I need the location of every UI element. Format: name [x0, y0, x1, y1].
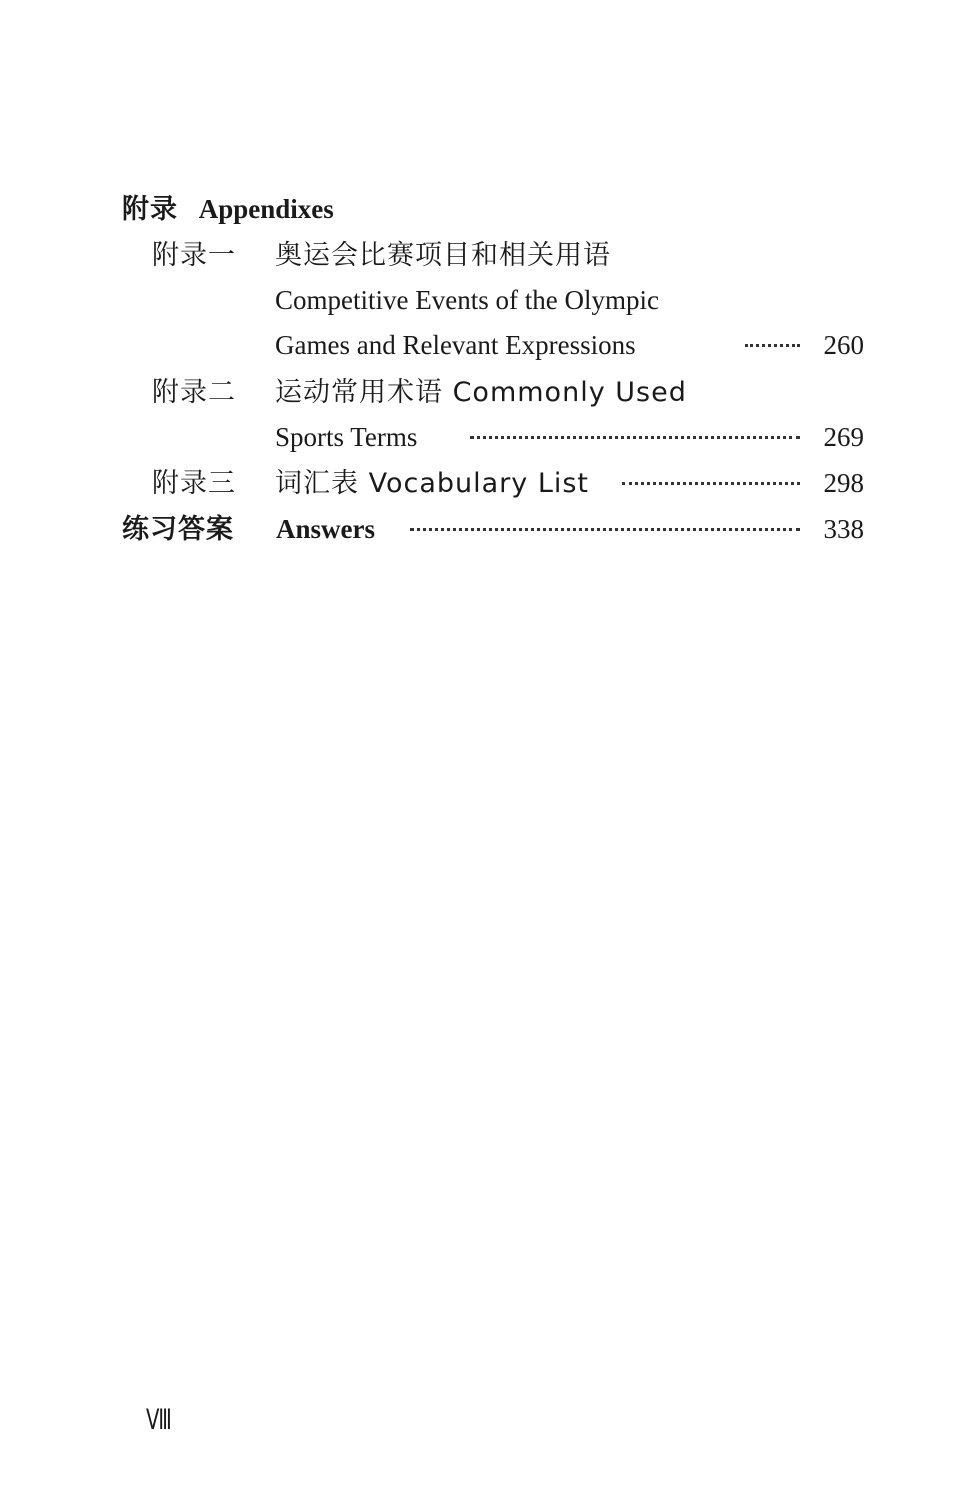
appendixes-heading: [122, 192, 334, 227]
appendix-2-title-line2: Sports Terms: [275, 422, 418, 452]
appendixes-heading-cn: 附录: [122, 194, 178, 225]
appendix-1-leader: [745, 344, 800, 347]
appendix-3-title-line1: 词汇表 Vocabulary List: [275, 468, 590, 499]
appendix-1-title-line2: Competitive Events of the Olympic: [275, 285, 659, 315]
appendix-3-leader: [622, 482, 800, 485]
appendix-1-title-line3: Games and Relevant Expressions: [275, 330, 636, 360]
appendix-2-title-line1: 运动常用术语 Commonly Used: [275, 377, 687, 408]
answers-leader: [410, 528, 800, 531]
page-number: Ⅷ: [146, 1405, 171, 1436]
appendix-1-title-line1: 奥运会比赛项目和相关用语: [275, 240, 611, 271]
answers-heading-en: Answers: [276, 514, 375, 544]
answers-heading-cn: 练习答案: [122, 514, 234, 545]
answers-page: 338: [823, 514, 864, 544]
appendix-2-leader: [470, 436, 800, 439]
appendix-3-page: 298: [823, 468, 864, 498]
appendix-2-page: 269: [823, 422, 864, 452]
appendix-2-number: 附录二: [152, 377, 236, 408]
appendixes-heading-en: Appendixes: [198, 194, 334, 224]
appendix-1-number: 附录一: [152, 240, 236, 271]
appendix-1-page: 260: [823, 330, 864, 360]
appendix-3-number: 附录三: [152, 468, 236, 499]
